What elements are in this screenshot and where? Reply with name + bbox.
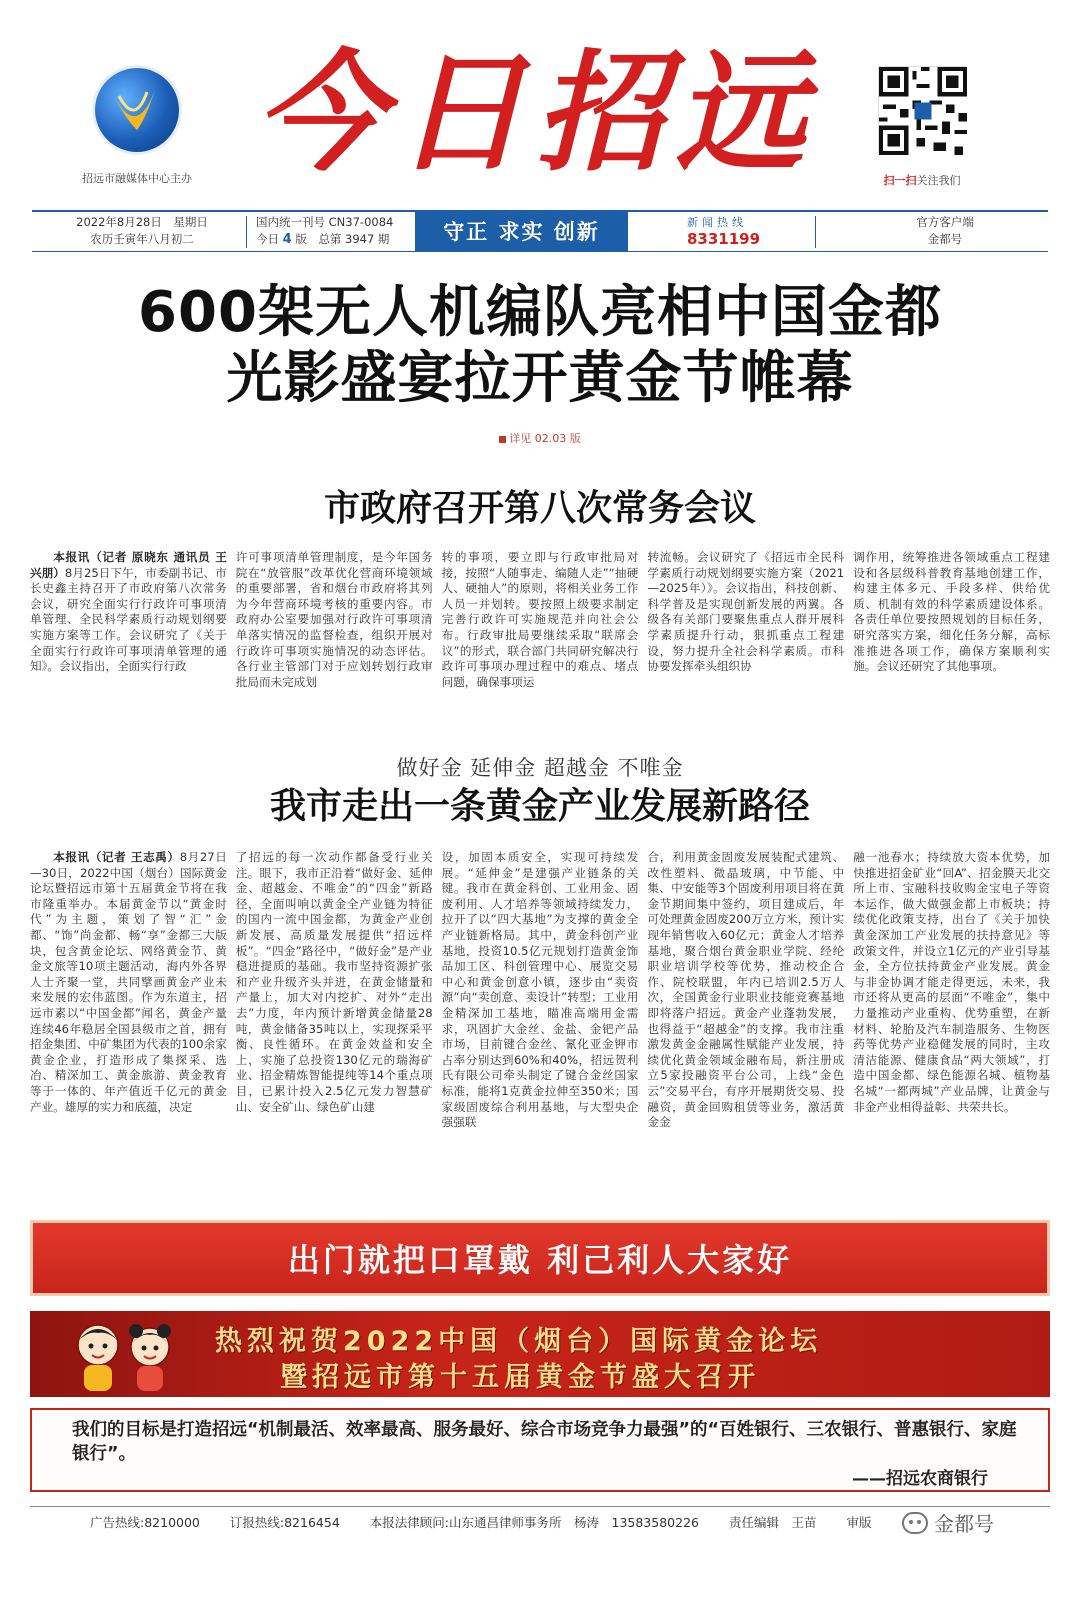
official-client (850, 214, 1040, 248)
news-hotline (687, 214, 817, 248)
pages-count: 4 (282, 232, 292, 247)
article1-column-text: 转流畅。会议研究了《招远市全民科学素质行动规划纲要实施方案（2021—2025年）》。会议指出，科技创新、科学普及是实现创新发展的两翼。各级各有关部门要聚焦重点人群开展科学素质提升行动，狠抓重点工程建设，努力提升全社会科学素质。市科协要发挥牵头组织协 (647, 550, 845, 674)
issue-serial (256, 214, 426, 248)
qr-code-block (872, 66, 972, 188)
article1-title: 市政府召开第八次常务会议 (323, 488, 756, 529)
watermark-text: 金都号 (934, 1512, 994, 1536)
lead-headline-line2: 光影盛宴拉开黄金节帷幕 (226, 346, 854, 411)
article1-column-text: 调作用，统筹推进各领域重点工程建设和各层级科普教育基地创建工作，构建主体多元、手段多样、供给优质、机制有效的科学素质建设体系。各责任单位要按照规划的目标任务，研究落实方案，细化任务分解，高标准推进各项工作，确保方案顺利实施。会议还研究了其他事项。 (853, 550, 1050, 674)
reviewer: 审版 (846, 1514, 872, 1530)
watermark (902, 1508, 994, 1537)
article1-column-text: 转的事项，要立即与行政审批局对接，按照“人随事走、编随人走”“抽硬人、硬抽人”的原则，将相关业务工作人员一并划转。要按照上级要求制定完善行政许可实施规范并向社会公布。行政审批局要继续采取“联席会议”的形式，联合部门共同研究解决行政许可事项办理过程中的难点、堵点问题，确保事项运 (441, 550, 639, 689)
divider (815, 216, 816, 248)
article2-column-text: 设，加固本质安全，实现可持续发展。“延伸金”是建强产业链条的关键。我市在黄金科创、工业用金、固废利用、人才培养等领域持续发力，拉开了以“四大基地”为支撑的黄金全产业链新格局。其中，黄金科创产业基地，投资10.5亿元规划打造黄金饰品加工区、科创管理中心、展览交易中心和黄金创意小镇，逐步由“卖资源”向“卖创意、卖设计”转型；工业用金精深加工基地，瞄准高端用金需求，巩固扩大金丝、金盐、金钯产品市场，目前键合金丝、氰化亚金钾市占率分别达到60%和40%，招远贺利氏有限公司牵头制定了键合金丝国家标准，能将1克黄金拉伸至350米；国家级固废综合利用基地，与大型央企强强联 (441, 850, 639, 1130)
article2-column (442, 850, 639, 1192)
masthead (0, 0, 1080, 210)
media-center-logo (72, 68, 202, 186)
square-bullet-icon (499, 436, 506, 443)
bank-ad (30, 1408, 1050, 1492)
qr-caption-scan: 扫一扫 (883, 174, 917, 187)
qr-caption-follow: 关注我们 (916, 174, 961, 187)
ad-hotline: 广告热线:8210000 (90, 1514, 200, 1530)
logo-emblem-icon (95, 68, 179, 152)
article2-byline: 本报讯（记者 王志禹） (53, 850, 180, 864)
serial-number: 国内统一刊号 CN37-0084 (256, 215, 394, 229)
issue-pages (256, 231, 426, 248)
article1-column (30, 550, 227, 712)
wechat-icon (902, 1512, 928, 1534)
lead-headline-line1: 600架无人机编队亮相中国金都 (138, 280, 942, 345)
article2-title: 我市走出一条黄金产业发展新路径 (269, 786, 810, 827)
paper-name-text: 今日招远 (254, 36, 816, 189)
see-page-text: 详见 02.03 版 (509, 432, 581, 445)
article2-column (236, 850, 433, 1192)
article1-column-text: 8月25日下午，市委副书记、市长史鑫主持召开了市政府第八次常务会议，研究全面实行行政许可事项清单管理、全民科学素质行动规划纲要实施方案等工作。会议研究了《关于全面实行行政许可事项清单管理的通知》。会议指出，全面实行行政 (30, 565, 227, 674)
client-name: 金都号 (927, 232, 963, 246)
subscribe-hotline: 订报热线:8216454 (229, 1514, 340, 1530)
article2-kicker: 做好金 延伸金 超越金 不唯金 (396, 756, 684, 780)
article1-column-text: 许可事项清单管理制度，是今年国务院在“放管服”改革优化营商环境领域的重要部署，省和烟台市政府将其列为今年营商环境考核的重要内容。市政府办公室要加强对行政许可事项清单落实情况的监督检查，组织开展对行政许可事项实施情况的动态评估。各行业主管部门对于应划转划行政审批局而未完成划 (235, 550, 433, 689)
mask-slogan-banner: 出门就把口罩戴 利己利人大家好 (30, 1220, 1050, 1296)
article2-column (853, 850, 1050, 1192)
page-footer (30, 1506, 1050, 1536)
issue-info-bar (32, 210, 1048, 252)
motto-banner: 守正 求实 创新 (415, 210, 628, 252)
article1-column (236, 550, 433, 712)
see-page-reference (0, 430, 1080, 446)
issue-date (42, 214, 242, 248)
forum-banner-line2: 暨招远市第十五届黄金节盛大召开 (280, 1362, 760, 1393)
bank-signature: ——招远农商银行 (852, 1469, 988, 1489)
client-label: 官方客户端 (916, 215, 974, 229)
bank-slogan: 我们的目标是打造招远“机制最活、效率最高、服务最好、综合市场竞争力最强”的“百姓银行、三农银行、普惠银行、家庭银行”。 (72, 1420, 1017, 1464)
gold-forum-banner (30, 1311, 1050, 1397)
publisher-caption: 招远市融媒体中心主办 (82, 172, 192, 185)
hotline-label: 新闻热线 (687, 216, 747, 229)
divider (246, 216, 247, 248)
paper-name-calligraphy (240, 30, 830, 190)
article2-column-text: 8月27日—30日，2022中国（烟台）国际黄金论坛暨招远市第十五届黄金节将在我市隆重举办。本届黄金节以“黄金时代”为主题，策划了智“汇”金都、“饰”尚金都、畅“享”金都三大版块，包含黄金论坛、网络黄金节、黄金文旅等10项主题活动，海内外各界人士齐聚一堂，共同擘画黄金产业未来发展的宏伟蓝图。作为东道主，招远市素以“中国金都”闻名，黄金产量连续46年稳居全国县级市之首，拥有招金集团、中矿集团为代表的100余家黄金企业，打造形成了集探采、选冶、精深加工、黄金旅游、黄金教育等于一体的、年产值近千亿元的黄金产业。雄厚的实力和底蕴，决定 (30, 850, 227, 1114)
article1-column (442, 550, 639, 712)
mascot-children-icon (60, 1317, 190, 1393)
article1-byline: 本报讯（记者 原晓东 通讯员 王兴朋） (30, 550, 227, 580)
qr-code-icon (878, 66, 966, 154)
article1-column (647, 550, 844, 712)
gregorian-date: 2022年8月28日 星期日 (76, 215, 208, 229)
article2-column (30, 850, 227, 1192)
lead-headline (40, 280, 1040, 412)
article1-body (30, 550, 1050, 712)
legal-advisor: 本报法律顾问:山东通昌律师事务所 杨涛 13583580226 (369, 1514, 699, 1530)
forum-banner-line1: 热烈祝贺2022中国（烟台）国际黄金论坛 (215, 1326, 823, 1357)
pages-prefix: 今日 (256, 232, 279, 246)
hotline-number: 8331199 (687, 230, 761, 248)
article2-column-text: 了招远的每一次动作都备受行业关注。眼下，我市正沿着“做好金、延伸金、超越金、不唯金”的“四金”新路径，全面叫响以黄金全产业链为特征的国内一流中国金都，为黄金产业创新发展、高质量发展提供“招远样板”。“四金”路径中，“做好金”是产业稳进提质的基础。我市坚持资源扩张和产业升级齐头并进，在黄金储量和产量上，加大对内挖扩、对外“走出去”力度，年内预计新增黄金储量28吨，黄金储备35吨以上，实现探采平衡、良性循环。在黄金效益和安全上，实施了总投资130亿元的瑞海矿业、招金精炼智能提纯等14个重点项目，已累计投入2.5亿元发力智慧矿山、安全矿山、绿色矿山建 (235, 850, 433, 1114)
lunar-date: 农历壬寅年八月初二 (90, 232, 194, 246)
article2-column (647, 850, 844, 1192)
article2-column-text: 融一池春水；持续放大资本优势，加快推进招金矿业“回A”、招金膜天北交所上市、宝融科技收购金宝电子等资本运作，做大做强金都上市板块；持续优化政策支持，出台了《关于加快黄金深加工产业发展的扶持意见》等政策文件，并设立1亿元的产业引导基金，全方位扶持黄金产业发展。黄金与非金协调才能走得更远，未来，我市还将从更高的层面“不唯金”，集中力量推动产业重构、优势重塑，在新材料、轮胎及汽车制造服务、生物医药等优势产业稳健发展的同时，主攻清洁能源、健康食品“两大领域”，打造中国金都、绿色能源名城、植物基名城“一都两城”产业品牌，让黄金与非金产业相得益彰、共荣共长。 (853, 850, 1050, 1114)
article2-column-text: 合，利用黄金固废发展装配式建筑、改性塑料、微晶玻璃，中节能、中集、中安能等3个固废利用项目将在黄金节期间集中签约，项目建成后，年可处理黄金固废200万立方米，预计实现年销售收入60亿元；黄金人才培养基地，聚合烟台黄金职业学院、经纶职业培训学校等优势，推动校企合作、院校联盟，年内已培训2.5万人次，全国黄金行业职业技能竞赛基地即将落户招远。黄金产业蓬勃发展，也得益于“超越金”的支撑。我市注重激发黄金金融属性赋能产业发展，持续优化黄金领域金融布局，新注册成立5家投融资平台公司，上线“金色云”交易平台，有序开展期货交易、投融资，黄金回购租赁等业务，激活黄金金 (647, 850, 845, 1130)
article1-column (853, 550, 1050, 712)
responsible-editor: 责任编辑 王苗 (728, 1514, 817, 1530)
qr-caption (872, 172, 972, 188)
paper-name-svg (240, 30, 830, 190)
pages-suffix: 版 总第 3947 期 (295, 232, 390, 246)
article2-body (30, 850, 1050, 1192)
